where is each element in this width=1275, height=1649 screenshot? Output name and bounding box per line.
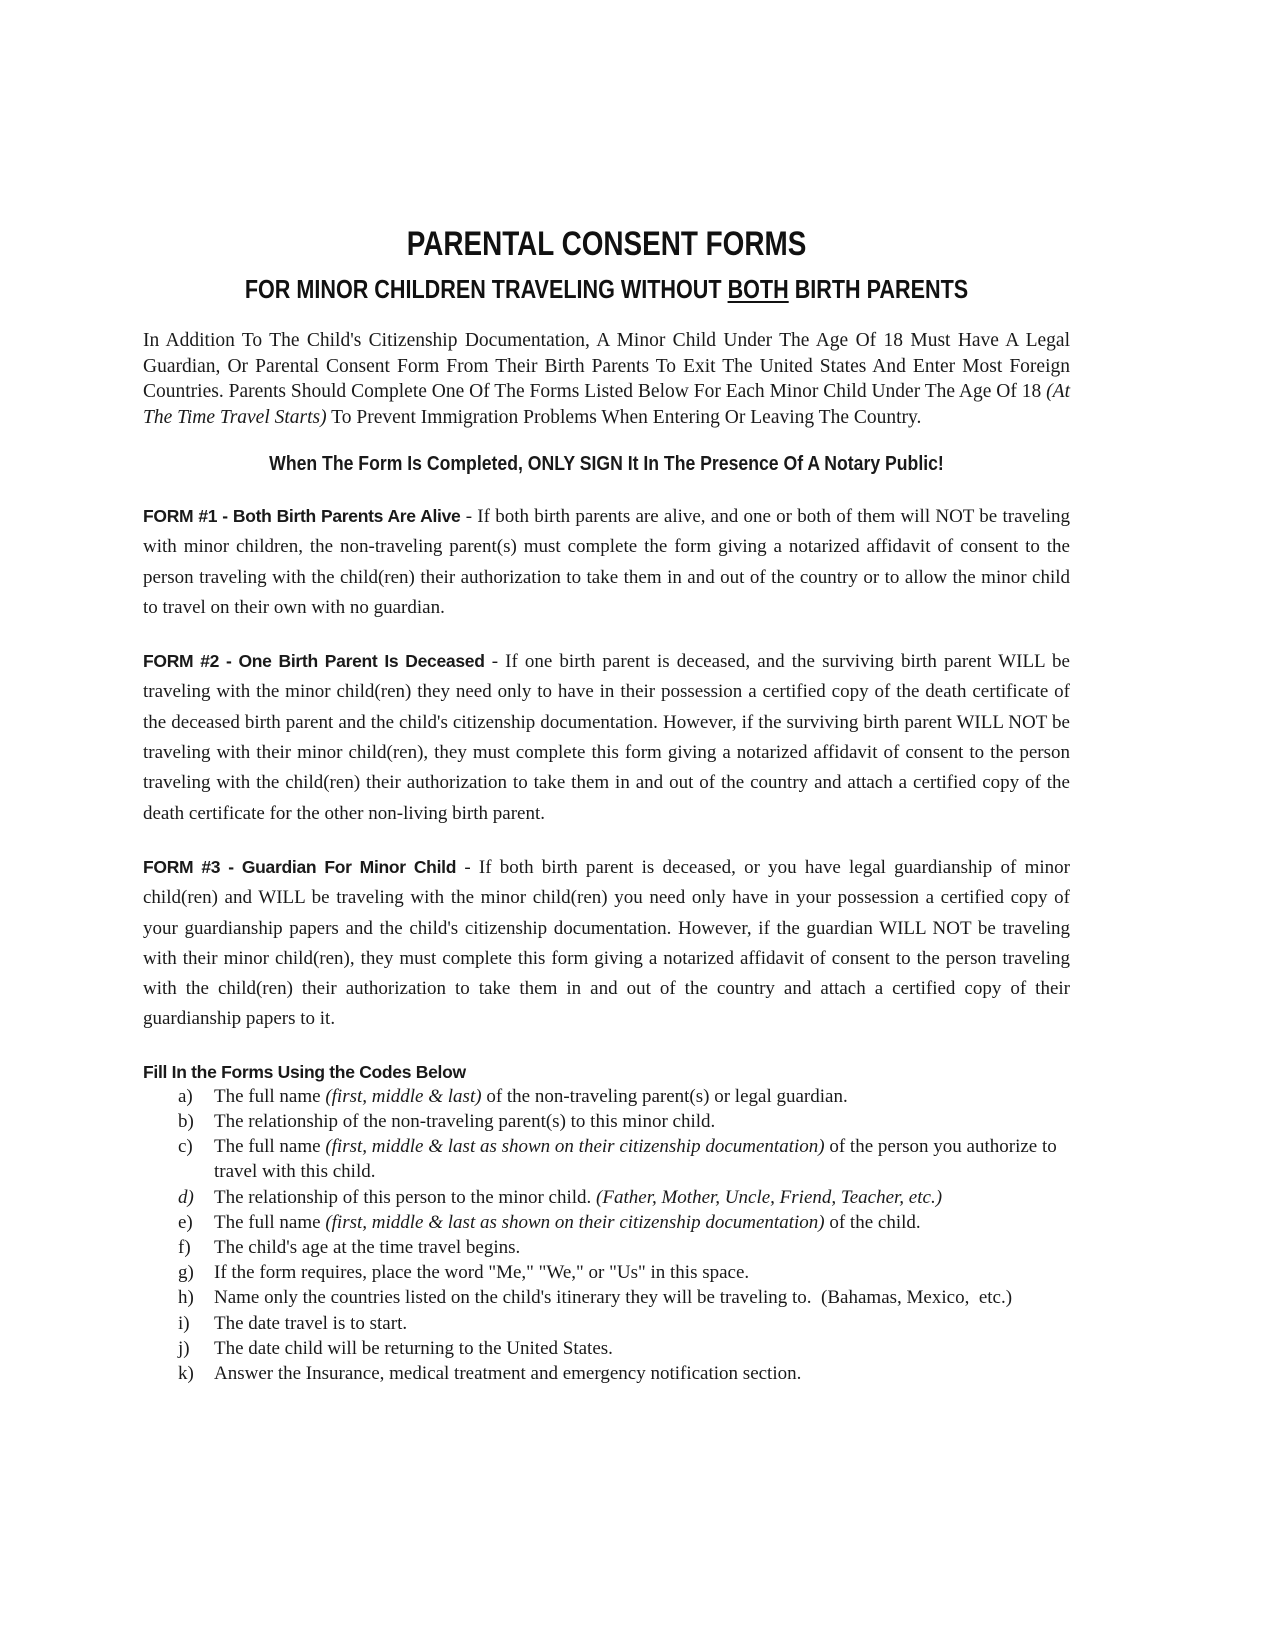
- code-letter: f): [178, 1236, 191, 1258]
- code-item-j: [178, 1336, 1070, 1361]
- intro-text: In Addition To The Child's Citizenship Documentation, A Minor Child Under The Age Of 18 Must Have A Legal Guardian, Or Parental Consent Form From Their Birth Parents To Exit The United States And Enter Most Foreign Countries. Parents Should Complete One Of The Forms Listed Below For Each Minor Child Under The Age Of 18: [143, 330, 1070, 402]
- code-item-b: [178, 1109, 1070, 1134]
- notary-notice: When The Form Is Completed, ONLY SIGN It In The Presence Of A Notary Public!: [269, 452, 944, 475]
- code-text: The relationship of the non-traveling parent(s) to this minor child.: [214, 1110, 716, 1132]
- code-text: The date travel is to start.: [214, 1312, 408, 1334]
- code-item-d: [178, 1185, 1070, 1210]
- code-letter: d): [178, 1186, 194, 1208]
- form-3-description: [143, 852, 1070, 1035]
- code-item-k: [178, 1361, 1070, 1386]
- code-text: The relationship of this person to the minor child. (Father, Mother, Uncle, Friend, Teacher, etc.): [214, 1186, 943, 1208]
- form-3-body: - If both birth parent is deceased, or you have legal guardianship of minor child(ren) and WILL be traveling with the minor child(ren) you need only have in your possession a certified copy of your guardianship papers and the child's citizenship documentation. However, if the guardian WILL NOT be traveling with their minor child(ren), they must complete this form giving a notarized affidavit of consent to the person traveling with the child(ren) their authorization to take them in and out of the country and attach a certified copy of their guardianship papers to it.: [143, 856, 1070, 1030]
- code-text: If the form requires, place the word "Me," "We," or "Us" in this space.: [214, 1262, 750, 1284]
- code-item-h: [178, 1285, 1070, 1310]
- code-letter: b): [178, 1110, 194, 1132]
- form-3-heading: FORM #3 - Guardian For Minor Child: [143, 856, 457, 877]
- code-letter: g): [178, 1262, 194, 1284]
- code-item-a: [178, 1084, 1070, 1109]
- code-item-c: [178, 1134, 1070, 1184]
- form-2-description: [143, 646, 1070, 829]
- subtitle-text: FOR MINOR CHILDREN TRAVELING WITHOUT: [244, 274, 728, 304]
- code-item-i: [178, 1311, 1070, 1336]
- code-text: Answer the Insurance, medical treatment and emergency notification section.: [214, 1362, 802, 1384]
- page-subtitle: [222, 272, 991, 306]
- code-letter: a): [178, 1085, 193, 1107]
- subtitle-emphasis: BOTH: [727, 274, 789, 304]
- code-item-f: [178, 1235, 1070, 1260]
- codes-heading: Fill In the Forms Using the Codes Below: [143, 1061, 466, 1082]
- form-1-heading: FORM #1 - Both Birth Parents Are Alive: [143, 506, 461, 526]
- code-text: The full name (first, middle & last as shown on their citizenship documentation) of the person you authorize to travel with this child.: [214, 1136, 1057, 1183]
- code-letter: c): [178, 1136, 193, 1158]
- page-title: PARENTAL CONSENT FORMS: [406, 225, 807, 263]
- intro-text-end: To Prevent Immigration Problems When Entering Or Leaving The Country.: [326, 406, 922, 428]
- subtitle-text-end: BIRTH PARENTS: [788, 274, 969, 304]
- form-1-body: - If both birth parents are alive, and one or both of them will NOT be traveling with minor children, the non-traveling parent(s) must complete the form giving a notarized affidavit of consent to the person traveling with the child(ren) their authorization to take them in and out of the country or to allow the minor child to travel on their own with no guardian.: [143, 506, 1070, 618]
- codes-list: [143, 1084, 1070, 1386]
- code-text: The date child will be returning to the United States.: [214, 1337, 613, 1359]
- code-text: Name only the countries listed on the child's itinerary they will be traveling to. (Bahamas, Mexico, etc.): [214, 1287, 1013, 1309]
- code-item-g: [178, 1260, 1070, 1285]
- form-2-heading: FORM #2 - One Birth Parent Is Deceased: [143, 651, 485, 672]
- code-text: The child's age at the time travel begins.: [214, 1236, 521, 1258]
- form-2-body: - If one birth parent is deceased, and the surviving birth parent WILL be traveling with the minor child(ren) they need only to have in their possession a certified copy of the death certificate of the deceased birth parent and the child's citizenship documentation. However, if the surviving birth parent WILL NOT be traveling with their minor child(ren), they must complete this form giving a notarized affidavit of consent to the person traveling with the child(ren) their authorization to take them in and out of the country and attach a certified copy of the death certificate for the other non-living birth parent.: [143, 651, 1070, 824]
- form-1-description: [143, 501, 1070, 623]
- intro-italic: (At The Time Travel Starts): [143, 381, 1070, 428]
- intro-paragraph: [143, 328, 1070, 430]
- code-letter: k): [178, 1362, 194, 1384]
- code-text: The full name (first, middle & last as shown on their citizenship documentation) of the child.: [214, 1211, 921, 1233]
- code-letter: h): [178, 1287, 194, 1309]
- code-letter: e): [178, 1211, 193, 1233]
- code-letter: i): [178, 1312, 190, 1334]
- code-item-e: [178, 1210, 1070, 1235]
- code-letter: j): [178, 1337, 190, 1359]
- document-page: [143, 222, 1070, 1386]
- code-text: The full name (first, middle & last) of the non-traveling parent(s) or legal guardian.: [214, 1085, 848, 1107]
